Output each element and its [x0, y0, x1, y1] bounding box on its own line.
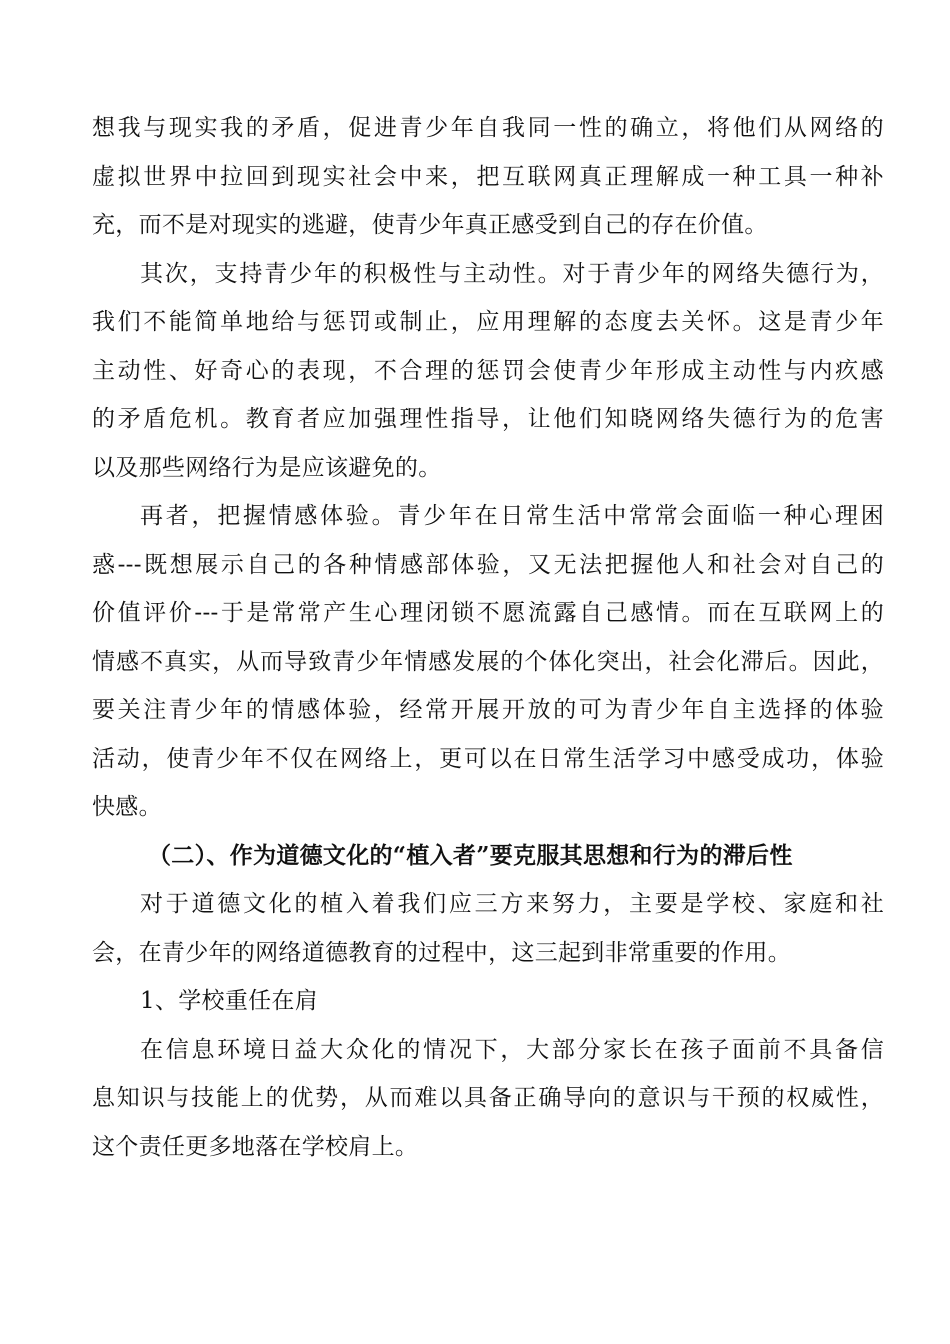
text-line: 以及那些网络行为是应该避免的。: [92, 454, 442, 481]
text-line: 主动性、好奇心的表现，不合理的惩罚会使青少年形成主动性与内疚感: [92, 357, 884, 384]
text-line: 快感。: [92, 794, 162, 820]
text-line: 对于道德文化的植入着我们应三方来努力，主要是学校、家庭和社: [140, 891, 884, 917]
section-heading: （二）、作为道德文化的“植入者”要克服其思想和行为的滞后性: [148, 841, 793, 869]
paragraph: [92, 880, 884, 977]
paragraph: [92, 492, 884, 832]
paragraph: [92, 104, 884, 250]
text-line: 价值评价---于是常常产生心理闭锁不愿流露自己感情。而在互联网上的: [92, 600, 884, 626]
text-line: 我们不能简单地给与惩罚或制止，应用理解的态度去关怀。这是青少年: [92, 309, 884, 335]
text-line: 活动，使青少年不仅在网络上，更可以在日常生活学习中感受成功，体验: [92, 745, 884, 772]
text-line: 要关注青少年的情感体验，经常开展开放的可为青少年自主选择的体验: [92, 697, 884, 723]
text-line: 虚拟世界中拉回到现实社会中来，把互联网真正理解成一种工具一种补: [92, 163, 884, 190]
text-line: 惑---既想展示自己的各种情感部体验，又无法把握他人和社会对自己的: [92, 551, 884, 578]
text-line: 的矛盾危机。教育者应加强理性指导，让他们知晓网络失德行为的危害: [92, 406, 884, 432]
paragraph: [92, 977, 884, 1026]
document-body: [92, 104, 884, 1171]
text-line: 在信息环境日益大众化的情况下，大部分家长在孩子面前不具备信: [140, 1036, 884, 1063]
subsection-heading: 1、学校重任在肩: [140, 988, 319, 1014]
text-line: 这个责任更多地落在学校肩上。: [92, 1133, 419, 1160]
text-line: 充，而不是对现实的逃避，使青少年真正感受到自己的存在价值。: [92, 212, 768, 238]
text-line: 再者，把握情感体验。青少年在日常生活中常常会面临一种心理困: [140, 503, 884, 529]
paragraph: [92, 1026, 884, 1172]
text-line: 想我与现实我的矛盾，促进青少年自我同一性的确立，将他们从网络的: [92, 115, 884, 141]
text-line: 其次，支持青少年的积极性与主动性。对于青少年的网络失德行为，: [140, 260, 884, 287]
text-line: 会，在青少年的网络道德教育的过程中，这三起到非常重要的作用。: [92, 939, 791, 966]
paragraph: [92, 250, 884, 493]
text-line: 情感不真实，从而导致青少年情感发展的个体化突出，社会化滞后。因此，: [92, 648, 884, 675]
text-line: 息知识与技能上的优势，从而难以具备正确导向的意识与干预的权威性，: [92, 1085, 884, 1111]
